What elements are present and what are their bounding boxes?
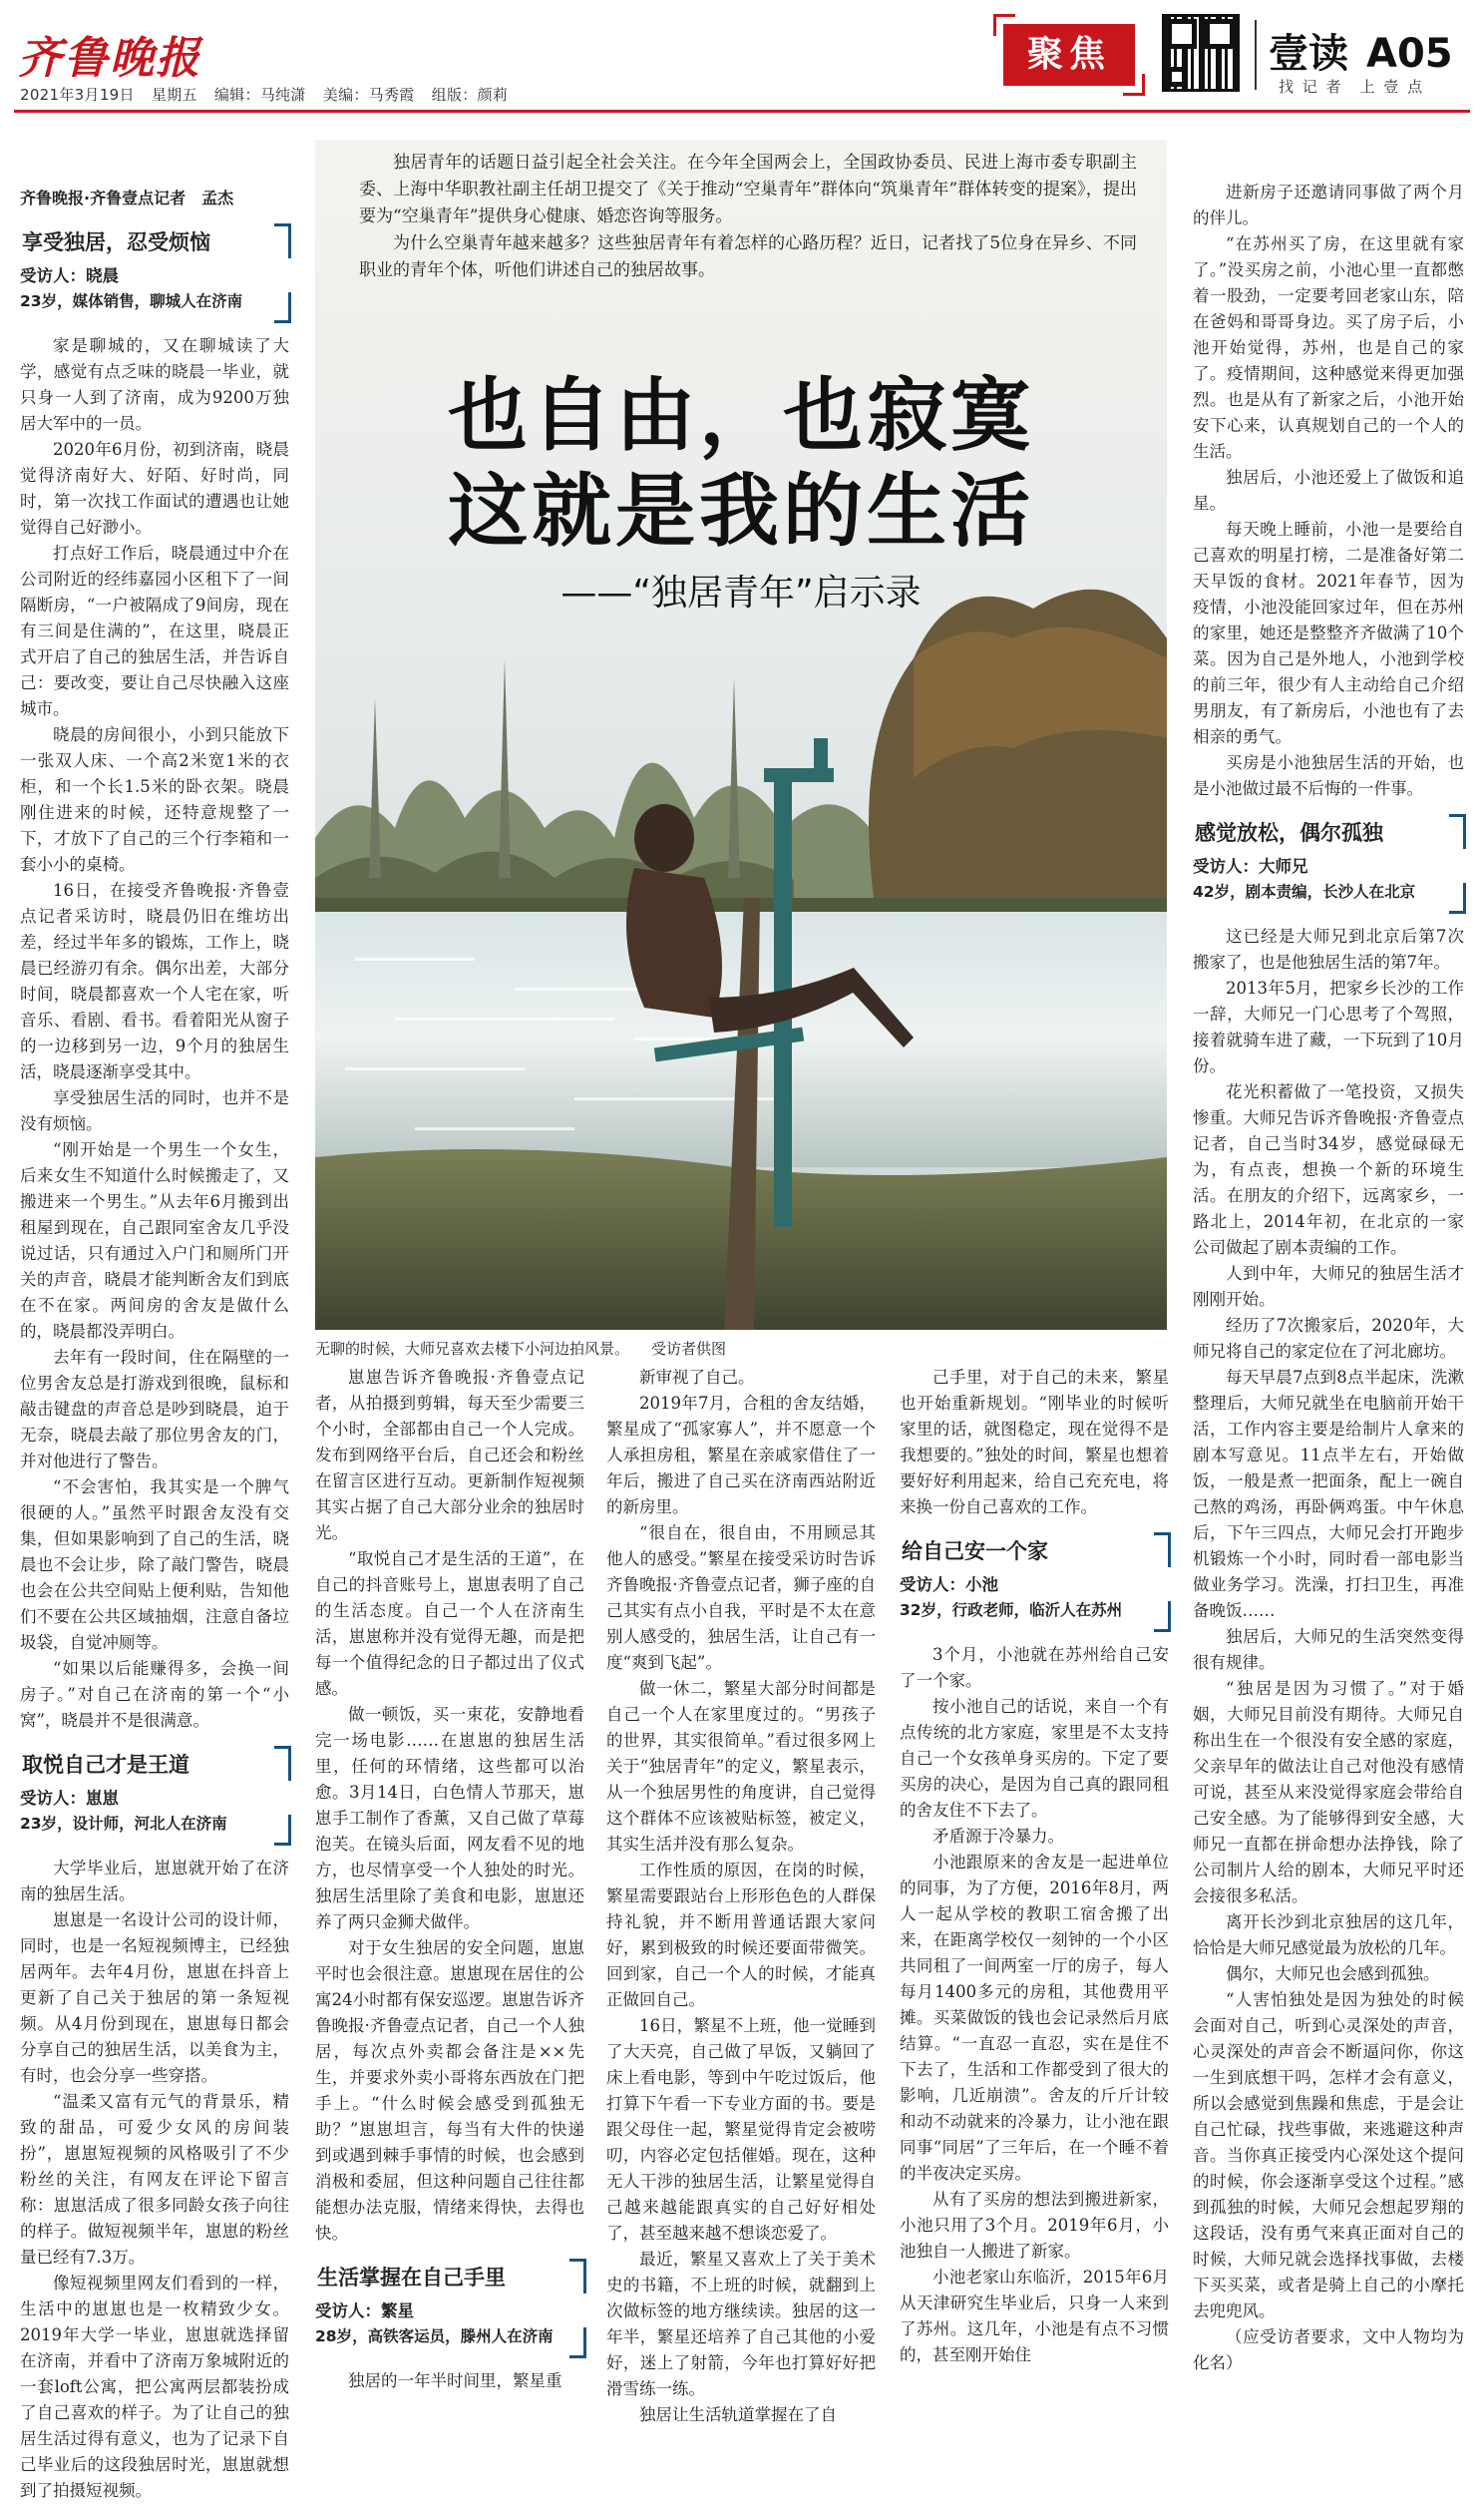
interviewee-desc: 23岁，媒体销售，聊城人在济南	[20, 292, 243, 310]
interviewee-box	[20, 1782, 289, 1846]
body-paragraph: 崽崽是一名设计公司的设计师，同时，也是一名短视频博主，已经独居两年。去年4月份，崽崽在抖音上更新了自己关于独居的第一条短视频。从4月份到现在，崽崽每日都会分享自己的独居生活，以美食为主，有时，也会分享一些穿搭。	[20, 1910, 289, 2085]
byline: 齐鲁晚报·齐鲁壹点记者 孟杰	[20, 189, 234, 208]
body-paragraph: 做一顿饭，买一束花，安静地看完一场电影……在崽崽的独居生活里，任何的环情绪，这些都可以治愈。3月14日，白色情人节那天，崽崽手工制作了香薰，又自己做了草莓泡芙。在镜头后面，网友看不见的地方，也尽情享受一个人独处的时光。独居生活里除了美食和电影，崽崽还养了两只金狮犬做伴。	[315, 1705, 584, 1931]
body-paragraph: 大学毕业后，崽崽就开始了在济南的独居生活。	[20, 1859, 289, 1903]
page-name: 壹读	[1269, 31, 1348, 77]
issue-date: 2021年3月19日	[20, 86, 135, 104]
body-paragraph: 16日，在接受齐鲁晚报·齐鲁壹点记者采访时，晓晨仍旧在维坊出差，经过半年多的锻炼，工作上，晓晨已经游刃有余。偶尔出差，大部分时间，晓晨都喜欢一个人宅在家，听音乐、看剧、看书。看着阳光从窗子的一边移到另一边，9个月的独居生活，晓晨逐渐享受其中。	[20, 881, 289, 1081]
interviewee-box	[20, 259, 289, 323]
slogan: 找 记 者 上 壹 点	[1279, 78, 1425, 96]
interviewee-desc: 32岁，行政老师，临沂人在苏州	[900, 1601, 1123, 1619]
body-paragraph: 从有了买房的想法到搬进新家，小池只用了3个月。2019年6月，小池独自一人搬进了新家。	[900, 2190, 1169, 2261]
body-paragraph: “很自在，很自由，不用顾忌其他人的感受。”繁星在接受采访时告诉齐鲁晚报·齐鲁壹点记者，狮子座的自己其实有点小自我，平时是不太在意别人感受的，独居生活，让自己有一度“爽到飞起”。	[606, 1523, 876, 1672]
interviewee-name: 受访人：崽崽	[20, 1789, 119, 1808]
interviewee-name: 受访人：小池	[900, 1575, 998, 1594]
body-paragraph: 家是聊城的，又在聊城读了大学，感觉有点乏味的晓晨一毕业，就只身一人到了济南，成为9200万独居大军中的一员。	[20, 336, 289, 433]
body-paragraph: 去年有一段时间，住在隔壁的一位男舍友总是打游戏到很晚，鼠标和敲击键盘的声音总是吵到晓晨，迫于无奈，晓晨去敲了那位男舍友的门，并对他进行了警告。	[20, 1348, 289, 1470]
body-paragraph: 16日，繁星不上班，他一觉睡到了大天亮，自己做了早饭，又躺回了床上看电影，等到中午吃过饭后，他打算下午看一下专业方面的书。要是跟父母住一起，繁星觉得肯定会被唠叨，内容必定包括催婚。现在，这种无人干涉的独居生活，让繁星觉得自己越来越能跟真实的自己好好相处了，甚至越来越不想谈恋爱了。	[606, 2016, 876, 2243]
photo-caption	[315, 1338, 1167, 1359]
body-paragraph: “不会害怕，我其实是一个脾气很硬的人。”虽然平时跟舍友没有交集，但如果影响到了自己的生活，晓晨也不会让步，除了敲门警告，晓晨也会在公共空间贴上便利贴，告知他们不要在公共区域抽烟，注意自备垃圾袋，自觉冲厕等。	[20, 1477, 289, 1652]
issue-weekday: 星期五	[151, 86, 197, 104]
body-paragraph: 对于女生独居的安全问题，崽崽平时也会很注意。崽崽现在居住的公寓24小时都有保安巡逻。崽崽告诉齐鲁晚报·齐鲁壹点记者，自己一个人独居，每次点外卖都会备注是××先生，并要求外卖小哥将东西放在门把手上。“什么时候会感受到孤独无助？”崽崽坦言，每当有大件的快递到或遇到棘手事情的时候，也会感到消极和委屈，但这种问题自己往往都能想办法克服，情绪来得快，去得也快。	[315, 1938, 584, 2243]
body-paragraph: “刚开始是一个男生一个女生，后来女生不知道什么时候搬走了，又搬进来一个男生。”从去年6月搬到出租屋到现在，自己跟同室舍友几乎没说过话，只有通过入户门和厕所门开关的声音，晓晨才能判断舍友们到底在不在家。两间房的舍友是做什么的，晓晨都没弄明白。	[20, 1140, 289, 1341]
column-3	[315, 1365, 584, 2394]
interviewee-desc: 23岁，设计师，河北人在济南	[20, 1815, 227, 1833]
body-paragraph: 像短视频里网友们看到的一样，生活中的崽崽也是一枚精致少女。2019年大学一毕业，崽崽就选择留在济南，并看中了济南万象城附近的一套loft公寓，把公寓两层都装扮成了自己喜欢的样子。为了让自己的独居生活过得有意义，也为了记录下自己毕业后的这段独居时光，崽崽就想到了拍摄短视频。	[20, 2274, 289, 2500]
hero-photo	[315, 140, 1167, 1330]
body-paragraph: 买房是小池独居生活的开始，也是小池做过最不后悔的一件事。	[1193, 753, 1464, 798]
issue-info	[20, 84, 520, 105]
body-paragraph: 独居后，小池还爱上了做饭和追星。	[1193, 468, 1464, 513]
column-1	[20, 180, 289, 2504]
subheadline: ——“独居青年”启示录	[560, 573, 922, 614]
body-paragraph: 独居后，大师兄的生活突然变得很有规律。	[1193, 1627, 1464, 1672]
body-paragraph: 享受独居生活的同时，也并不是没有烦恼。	[20, 1088, 289, 1133]
body-paragraph: 经历了7次搬家后，2020年，大师兄将自己的家定位在了河北廊坊。	[1193, 1316, 1464, 1361]
interviewee-desc: 42岁，剧本责编，长沙人在北京	[1193, 883, 1416, 901]
interviewee-name: 受访人：晓晨	[20, 266, 119, 285]
body-paragraph: 独居让生活轨道掌握在了自	[639, 2405, 837, 2424]
section-tag	[993, 14, 1145, 96]
page-label	[1269, 22, 1453, 79]
body-paragraph: 每天早晨7点到8点半起床，洗漱整理后，大师兄就坐在电脑前开始干活，工作内容主要是给制片人拿来的剧本写意见。11点半左右，开始做饭，一般是煮一把面条，配上一碗自己熬的鸡汤，再卧俩鸡蛋。中午休息后，下午三四点，大师兄会打开跑步机锻炼一个小时，同时看一部电影当做业务学习。洗澡，打扫卫生，再准备晚饭……	[1193, 1368, 1464, 1620]
interviewee-name: 受访人：大师兄	[1193, 857, 1308, 876]
photo-caption-text: 无聊的时候，大师兄喜欢去楼下小河边拍风景。	[315, 1340, 630, 1358]
body-paragraph: 新审视了自己。	[639, 1368, 755, 1387]
body-paragraph: 这已经是大师兄到北京后第7次搬家了，也是他独居生活的第7年。	[1193, 927, 1464, 972]
header-separator	[1255, 20, 1257, 90]
body-paragraph: “人害怕独处是因为独处的时候会面对自己，听到心灵深处的声音，心灵深处的声音会不断逼问你，你这一生到底想干吗，怎样才会有意义，所以会感觉到焦躁和焦虑，于是会让自己忙碌，找些事做，来逃避这种声音。当你真正接受内心深处这个提问的时候，你会逐渐享受这个过程。”感到孤独的时候，大师兄会想起罗翔的这段话，没有勇气来真正面对自己的时候，大师兄就会选择找事做，去楼下买买菜，或者是骑上自己的小摩托去兜兜风。	[1193, 1990, 1464, 2320]
body-paragraph: 进新房子还邀请同事做了两个月的伴儿。	[1193, 183, 1464, 227]
body-paragraph: 偶尔，大师兄也会感到孤独。	[1226, 1964, 1440, 1983]
interviewee-box	[1193, 850, 1464, 914]
column-6	[1193, 180, 1464, 2376]
body-paragraph: 3个月，小池就在苏州给自己安了一个家。	[900, 1645, 1169, 1690]
body-paragraph: 打点好工作后，晓晨通过中介在公司附近的经纬嘉园小区租下了一间隔断房，“一户被隔成了9间房，现在有三间是住满的”，在这里，晓晨正式开启了自己的独居生活，并告诉自己：要改变，要让自己尽快融入这座城市。	[20, 544, 289, 718]
interviewee-box	[900, 1568, 1169, 1632]
body-paragraph: 小池老家山东临沂，2015年6月从天津研究生毕业后，只身一人来到了苏州。这几年，小池是有点不习惯的，甚至刚开始住	[900, 2268, 1169, 2364]
headline-line-2: 这就是我的生活	[448, 465, 1034, 558]
body-paragraph: （应受访者要求，文中人物均为化名）	[1193, 2327, 1464, 2372]
section-name: 聚焦	[1003, 24, 1135, 86]
header-divider	[14, 110, 1470, 113]
body-paragraph: 每天晚上睡前，小池一是要给自己喜欢的明星打榜，二是准备好第二天早饭的食材。2021年春节，因为疫情，小池没能回家过年，但在苏州的家里，她还是整整齐齐做满了10个菜。因为自己是外地人，小池到学校的前三年，很少有人主动给自己介绍男朋友，有了新房后，小池也有了去相亲的勇气。	[1193, 520, 1464, 746]
section-title: 取悦自己才是王道	[20, 1746, 289, 1778]
body-paragraph: 按小池自己的话说，来自一个有点传统的北方家庭，家里是不太支持自己一个女孩单身买房的。下定了要买房的决心，是因为自己真的跟同租的舍友住不下去了。	[900, 1697, 1169, 1820]
intro-paragraph: 为什么空巢青年越来越多？这些独居青年有着怎样的心路历程？近日，记者找了5位身在异乡、不同职业的青年个体，听他们讲述自己的独居故事。	[359, 233, 1137, 280]
body-paragraph: 矛盾源于冷暴力。	[932, 1827, 1064, 1846]
body-paragraph: 2019年7月，合租的舍友结婚，繁星成了“孤家寡人”，并不愿意一个人承担房租，繁星在亲戚家借住了一年后，搬进了自己买在济南西站附近的新房里。	[606, 1394, 876, 1516]
body-paragraph: 小池跟原来的舍友是一起进单位的同事，为了方便，2016年8月，两人一起从学校的教职工宿舍搬了出来，在距离学校仅一刻钟的一个小区共同租了一间两室一厅的房子，每人每月1400多元的房租，其他费用平摊。买菜做饭的钱也会记录然后月底结算。“一直忍一直忍，实在是住不下去了，生活和工作都受到了很大的影响，几近崩溃”。舍友的斤斤计较和动不动就来的冷暴力，让小池在跟同事“同居”了三年后，在一个睡不着的半夜决定买房。	[900, 1853, 1169, 2183]
interviewee-desc: 28岁，高铁客运员，滕州人在济南	[315, 2327, 554, 2345]
body-paragraph: “在苏州买了房，在这里就有家了。”没买房之前，小池心里一直都憋着一股劲，一定要考回老家山东，陪在爸妈和哥哥身边。买了房子后，小池开始觉得，苏州，也是自己的家了。疫情期间，这种感觉来得更加强烈。也是从有了新家之后，小池开始安下心来，认真规划自己的一个人的生活。	[1193, 234, 1464, 461]
body-paragraph: 2013年5月，把家乡长沙的工作一辞，大师兄一门心思考了个驾照，接着就骑车进了藏，一下玩到了10月份。	[1193, 979, 1464, 1075]
body-paragraph: 最近，繁星又喜欢上了关于美术史的书籍，不上班的时候，就翻到上次做标签的地方继续读。独居的这一年半，繁星还培养了自己其他的小爱好，迷上了射箭，今年也打算好好把滑雪练一练。	[606, 2250, 876, 2398]
headline-line-1: 也自由，也寂寞	[448, 369, 1034, 462]
qr-code-icon[interactable]	[1162, 14, 1240, 92]
interviewee-name: 受访人：繁星	[315, 2301, 414, 2320]
body-paragraph: 做一休二，繁星大部分时间都是自己一个人在家里度过的。“男孩子的世界，其实很简单。”看过很多网上关于“独居青年”的定义，繁星表示，从一个独居男性的角度讲，自己觉得这个群体不应该被贴标签，被定义，其实生活并没有那么复杂。	[606, 1679, 876, 1854]
section-title: 生活掌握在自己手里	[315, 2259, 584, 2291]
body-paragraph: 己手里，对于自己的未来，繁星也开始重新规划。“刚毕业的时候听家里的话，就图稳定，现在觉得不是我想要的。”独处的时间，繁星也想着要好好利用起来，给自己充充电，将来换一份自己喜欢的工作。	[900, 1368, 1169, 1516]
intro-paragraph: 独居青年的话题日益引起全社会关注。在今年全国两会上，全国政协委员、民进上海市委专职副主委、上海中华职教社副主任胡卫提交了《关于推动“空巢青年”群体向“筑巢青年”群体转变的提案》，提出要为“空巢青年”提供身心健康、婚恋咨询等服务。	[359, 153, 1137, 226]
body-paragraph: 离开长沙到北京独居的这几年，恰恰是大师兄感觉最为放松的几年。	[1193, 1912, 1464, 1957]
body-paragraph: 2020年6月份，初到济南，晓晨觉得济南好大、好陌、好时尚，同时，第一次找工作面试的遭遇也让她觉得自己好渺小。	[20, 440, 289, 537]
newspaper-logo: 齐鲁晚报	[18, 33, 201, 84]
column-5	[900, 1365, 1169, 2368]
page-number: A05	[1366, 31, 1453, 77]
body-paragraph: “如果以后能赚得多，会换一间房子。”对自己在济南的第一个“小窝”，晓晨并不是很满意。	[20, 1659, 289, 1730]
section-title: 给自己安一个家	[900, 1532, 1169, 1564]
art-editor-credit: 美编：马秀霞	[322, 86, 415, 104]
layout-editor-credit: 组版：颜莉	[431, 86, 509, 104]
body-paragraph: 工作性质的原因，在岗的时候，繁星需要跟站台上形形色色的人群保持礼貌，并不断用普通话跟大家问好，累到极致的时候还要面带微笑。回到家，自己一个人的时候，才能真正做回自己。	[606, 1861, 876, 2009]
lake-photo-illustration	[315, 140, 1167, 1330]
body-paragraph: “温柔又富有元气的背景乐，精致的甜品，可爱少女风的房间装扮”，崽崽短视频的风格吸引了不少粉丝的关注，有网友在评论下留言称：崽崽活成了很多同龄女孩子向往的样子。做短视频半年，崽崽的粉丝量已经有7.3万。	[20, 2092, 289, 2267]
body-paragraph: 崽崽告诉齐鲁晚报·齐鲁壹点记者，从拍摄到剪辑，每天至少需要三个小时，全部都由自己一个人完成。发布到网络平台后，自己还会和粉丝在留言区进行互动。更新制作短视频其实占据了自己大部分业余的独居时光。	[315, 1368, 584, 1542]
body-paragraph: “取悦自己才是生活的王道”，在自己的抖音账号上，崽崽表明了自己的生活态度。自己一个人在济南生活，崽崽称并没有觉得无趣，而是把每一个值得纪念的日子都过出了仪式感。	[315, 1549, 584, 1698]
body-paragraph: 人到中年，大师兄的独居生活才刚刚开始。	[1193, 1264, 1464, 1309]
section-title: 感觉放松，偶尔孤独	[1193, 814, 1464, 846]
column-4	[606, 1365, 876, 2428]
body-paragraph: “独居是因为习惯了。”对于婚姻，大师兄目前没有期待。大师兄自称出生在一个很没有安全感的家庭，父亲早年的做法让自己对他没有感情可说，甚至从来没觉得家庭会带给自己安全感。为了能够得到安全感，大师兄一直都在拼命想办法挣钱，除了公司制片人给的剧本，大师兄平时还会接很多私活。	[1193, 1679, 1464, 1905]
body-paragraph: 花光积蓄做了一笔投资，又损失惨重。大师兄告诉齐鲁晚报·齐鲁壹点记者，自己当时34岁，感觉碌碌无为，有点丧，想换一个新的环境生活。在朋友的介绍下，远离家乡，一路北上，2014年初，在北京的一家公司做起了剧本责编的工作。	[1193, 1082, 1464, 1257]
body-paragraph: 晓晨的房间很小，小到只能放下一张双人床、一个高2米宽1米的衣柜，和一个长1.5米的卧衣架。晓晨刚住进来的时候，还特意规整了一下，才放下了自己的三个行李箱和一套小小的桌椅。	[20, 725, 289, 874]
body-paragraph: 独居的一年半时间里，繁星重	[348, 2371, 562, 2390]
photo-credit: 受访者供图	[651, 1340, 727, 1358]
section-title: 享受独居，忍受烦恼	[20, 223, 289, 255]
interviewee-box	[315, 2295, 584, 2358]
editor-credit: 编辑：马纯潇	[213, 86, 306, 104]
article-intro	[359, 150, 1137, 284]
